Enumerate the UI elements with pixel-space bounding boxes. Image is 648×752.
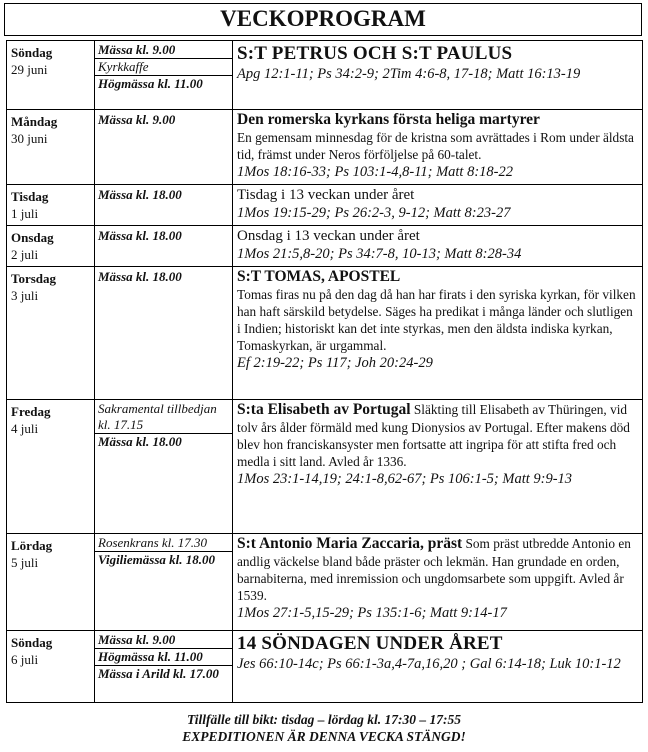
day-name: Lördag (11, 538, 53, 553)
ritual-item: Mässa kl. 18.00 (98, 228, 182, 243)
ritual-cell (95, 534, 233, 631)
day-name: Onsdag (11, 230, 54, 245)
ritual-item: Mässa i Arild kl. 17.00 (95, 665, 232, 682)
day-cell (7, 534, 95, 631)
day-row-sondag-6 (7, 631, 643, 703)
readings: 1Mos 19:15-29; Ps 26:2-3, 9-12; Matt 8:23-27 (237, 205, 511, 221)
day-cell (7, 226, 95, 267)
feast-title: Den romerska kyrkans första heliga martyrer (237, 111, 540, 128)
ritual-cell (95, 226, 233, 267)
day-date: 5 juli (11, 555, 39, 570)
schedule-table (6, 40, 643, 703)
ritual-cell (95, 631, 233, 703)
day-date: 29 juni (11, 62, 48, 77)
day-name: Fredag (11, 404, 51, 419)
day-row-tisdag-1 (7, 185, 643, 226)
description-cell (233, 534, 643, 631)
day-date: 2 juli (11, 247, 39, 262)
feast-title: 14 SÖNDAGEN UNDER ÅRET (237, 633, 503, 654)
day-name: Måndag (11, 114, 58, 129)
description-cell (233, 41, 643, 110)
day-row-mandag-30 (7, 110, 643, 185)
ritual-cell (95, 267, 233, 400)
day-date: 3 juli (11, 288, 39, 303)
readings: 1Mos 27:1-5,15-29; Ps 135:1-6; Matt 9:14-17 (237, 605, 507, 621)
page-title: VECKOPROGRAM (4, 3, 642, 36)
ritual-cell (95, 185, 233, 226)
feast-title: S:T PETRUS OCH S:T PAULUS (237, 43, 513, 64)
day-name: Söndag (11, 635, 53, 650)
ritual-item: Vigiliemässa kl. 18.00 (95, 551, 232, 568)
day-row-torsdag-3 (7, 267, 643, 400)
confession-times: Tillfälle till bikt: tisdag – lördag kl. 17:30 – 17:55 (187, 712, 461, 727)
description-cell (233, 226, 643, 267)
ritual-item: Högmässa kl. 11.00 (95, 648, 232, 665)
ritual-item: Kyrkkaffe (95, 58, 232, 75)
day-cell (7, 110, 95, 185)
day-date: 6 juli (11, 652, 39, 667)
ritual-item: Mässa kl. 9.00 (98, 112, 176, 127)
description-cell (233, 110, 643, 185)
readings: Ef 2:19-22; Ps 117; Joh 20:24-29 (237, 355, 433, 371)
day-date: 30 juni (11, 131, 48, 146)
description-cell (233, 631, 643, 703)
feast-title: Tisdag i 13 veckan under året (237, 187, 415, 203)
feast-title: S:ta Elisabeth av Portugal (237, 401, 411, 418)
day-row-lordag-5 (7, 534, 643, 631)
readings: Apg 12:1-11; Ps 34:2-9; 2Tim 4:6-8, 17-18; Matt 16:13-19 (237, 66, 581, 82)
office-closed-notice: EXPEDITIONEN ÄR DENNA VECKA STÄNGD! (182, 729, 466, 744)
feast-title: S:t Antonio Maria Zaccaria, präst (237, 535, 463, 552)
day-name: Tisdag (11, 189, 49, 204)
feast-description: Släkting till Elisabeth av Thüringen, vid tolv års ålder förmäld med kung Dionysios av Portugal. Efter makens död blev hon franciskansyster men fortsatte att ingripa för att stifta fred och medla i sitt land. Avled år 1336. (237, 402, 630, 469)
readings: Jes 66:10-14c; Ps 66:1-3a,4-7a,16,20 ; Gal 6:14-18; Luk 10:1-12 (237, 656, 621, 672)
ritual-cell (95, 110, 233, 185)
day-row-onsdag-2 (7, 226, 643, 267)
ritual-item: Mässa kl. 18.00 (95, 433, 232, 450)
day-cell (7, 631, 95, 703)
ritual-item: Mässa kl. 9.00 (98, 42, 176, 57)
day-cell (7, 41, 95, 110)
readings: 1Mos 21:5,8-20; Ps 34:7-8, 10-13; Matt 8:28-34 (237, 246, 522, 262)
ritual-item: Mässa kl. 9.00 (98, 632, 176, 647)
feast-title: S:T TOMAS, APOSTEL (237, 268, 401, 285)
feast-description: Som präst utbredde Antonio en andlig väckelse bland både präster och lekmän. Han grundade en orden, barnabiterna, med inremission och ungdomsarbete som uppgift. Avled år 1539. (237, 536, 631, 603)
ritual-item: Sakramental tillbedjan kl. 17.15 (98, 401, 217, 432)
ritual-cell (95, 400, 233, 534)
ritual-item: Mässa kl. 18.00 (98, 269, 182, 284)
day-name: Torsdag (11, 271, 57, 286)
description-cell (233, 267, 643, 400)
day-row-fredag-4 (7, 400, 643, 534)
readings: 1Mos 23:1-14,19; 24:1-8,62-67; Ps 106:1-5; Matt 9:9-13 (237, 471, 573, 487)
day-cell (7, 400, 95, 534)
ritual-cell (95, 41, 233, 110)
ritual-item: Mässa kl. 18.00 (98, 187, 182, 202)
feast-description: Tomas firas nu på den dag då han har firats i den syriska kyrkan, för vilken han haft särskild betydelse. Säges ha predikat i många länder och slutligen i Indien; historiskt kan det inte styrkas, men den äldsta indiska kyrkan, Tomaskyrkan, är urgammal. (237, 287, 636, 353)
day-date: 1 juli (11, 206, 39, 221)
ritual-item: Rosenkrans kl. 17.30 (98, 535, 208, 550)
readings: 1Mos 18:16-33; Ps 103:1-4,8-11; Matt 8:18-22 (237, 164, 513, 180)
day-name: Söndag (11, 45, 53, 60)
day-cell (7, 185, 95, 226)
day-cell (7, 267, 95, 400)
description-cell (233, 185, 643, 226)
feast-title: Onsdag i 13 veckan under året (237, 228, 420, 244)
day-date: 4 juli (11, 421, 39, 436)
feast-description: En gemensam minnesdag för de kristna som avrättades i Rom under äldsta tid, främst under Neros förföljelse på 60-talet. (237, 130, 634, 162)
description-cell (233, 400, 643, 534)
day-row-sondag-29 (7, 41, 643, 110)
ritual-item: Högmässa kl. 11.00 (95, 75, 232, 92)
